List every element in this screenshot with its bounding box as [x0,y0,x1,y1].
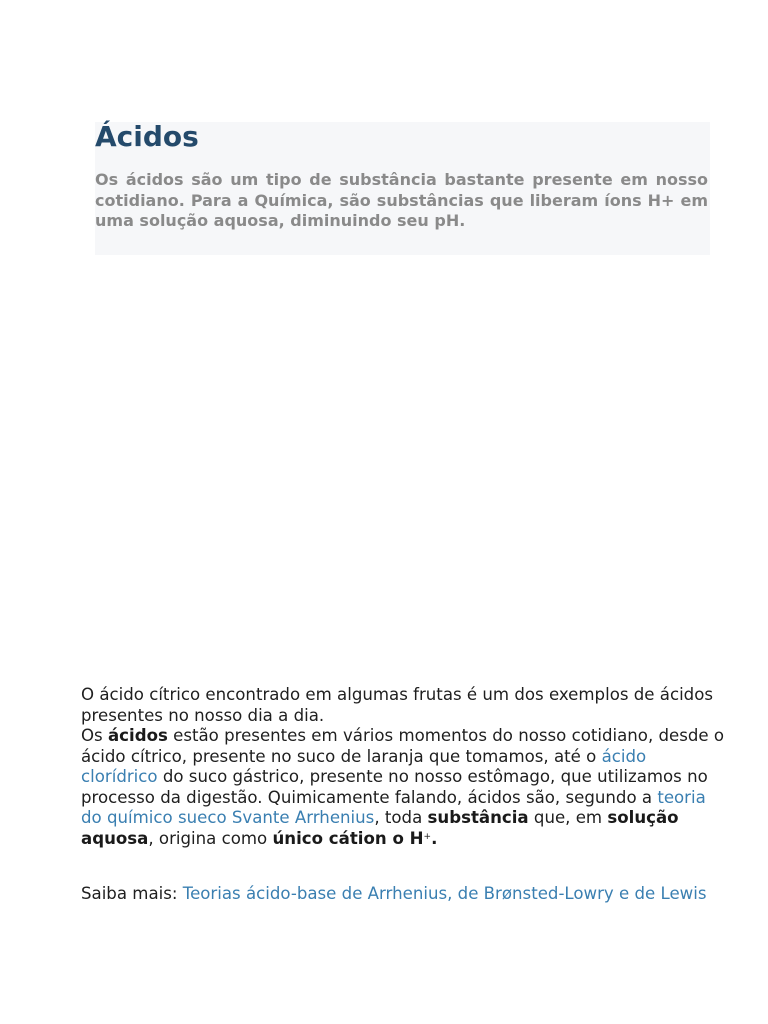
link-teorias-acido-base[interactable]: Teorias ácido-base de Arrhenius, de Brønsted-Lowry e de Lewis [182,884,707,903]
saiba-mais [81,883,723,904]
text-segment: que, em [528,808,608,827]
text-segment: , toda [374,808,428,827]
text-segment: do suco gástrico, presente no nosso estômago, que utilizamos no processo da digestão. Quimicamente falando, ácidos são, segundo a [81,767,708,807]
page-title: Ácidos [95,120,199,153]
text-segment: , origina como [148,828,273,848]
bold-substancia: substância [427,808,529,827]
image-caption: O ácido cítrico encontrado em algumas frutas é um dos exemplos de ácidos presentes no nosso dia a dia. [81,685,714,725]
link-acido-cloridrico[interactable]: ácido clorídrico [81,746,647,786]
article-body [81,685,726,849]
bold-acidos: ácidos [107,726,168,745]
article-paragraph [81,726,726,849]
link-teoria-arrhenius[interactable]: teoria do químico sueco Svante Arrhenius [81,787,706,827]
text-segment: estão presentes em vários momentos do nosso cotidiano, desde o ácido cítrico, presente no suco de laranja que tomamos, até o [81,726,725,766]
bold-unico-cation: único cátion o H [272,828,424,848]
superscript-plus: + [423,831,432,842]
image-placeholder [80,270,720,670]
text-segment: Os [81,726,108,745]
bold-period: . [431,828,438,848]
saiba-mais-label: Saiba mais: [81,884,183,903]
summary-text: Os ácidos são um tipo de substância bastante presente em nosso cotidiano. Para a Química, são substâncias que liberam íons H+ em uma solução aquosa, diminuindo seu pH. [95,170,708,230]
bold-solucao-aquosa: solução aquosa [81,808,679,848]
